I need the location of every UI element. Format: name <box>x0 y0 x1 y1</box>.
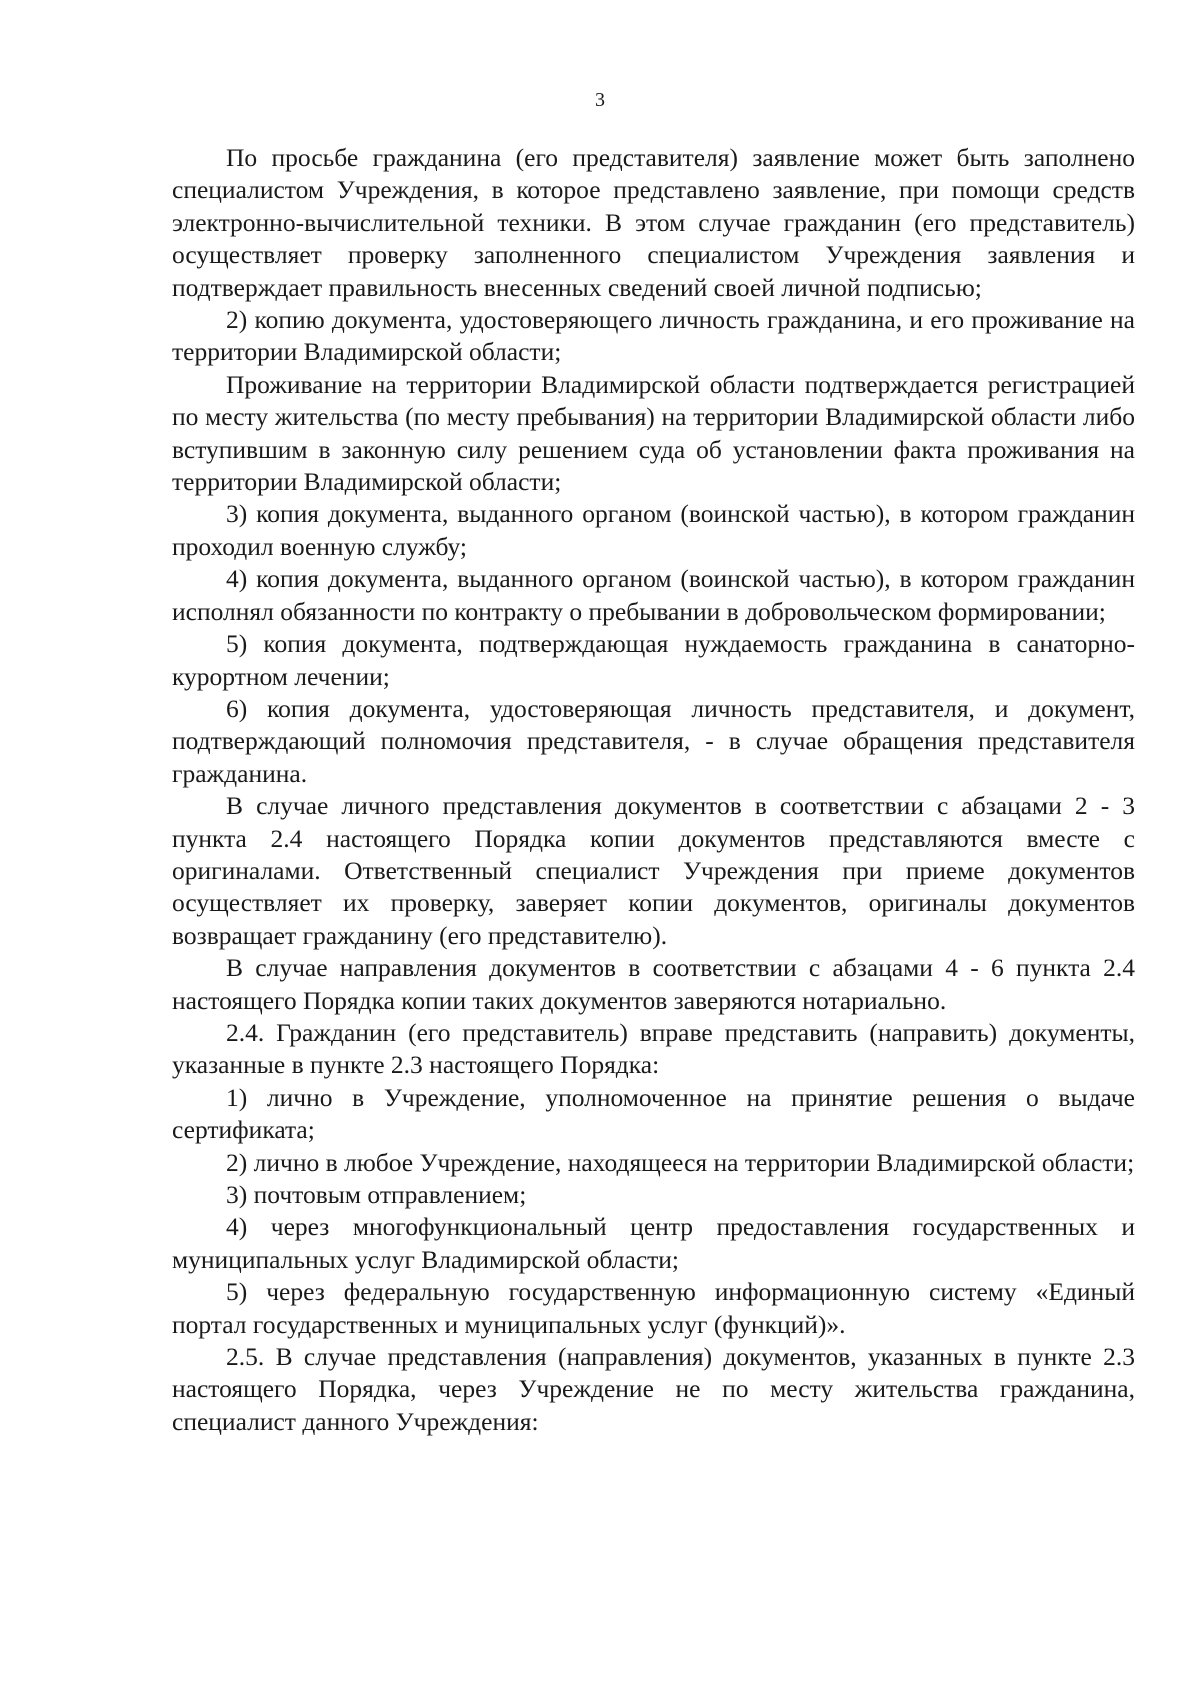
paragraph-item-6-representative: 6) копия документа, удостоверяющая личность представителя, и документ, подтверждающий полномочия представителя, - в случае обращения представителя гражданина. <box>172 693 1135 788</box>
paragraph-2-4-item-4: 4) через многофункциональный центр предоставления государственных и муниципальных услуг Владимирской области; <box>172 1212 1135 1274</box>
paragraph-item-3-military-service: 3) копия документа, выданного органом (воинской частью), в котором гражданин проходил военную службу; <box>172 499 1135 561</box>
page-number: 3 <box>595 89 605 111</box>
paragraph-item-4-volunteer-contract: 4) копия документа, выданного органом (воинской частью), в котором гражданин исполнял обязанности по контракту о пребывании в добровольческом формировании; <box>172 564 1135 626</box>
paragraph-2-4-item-1: 1) лично в Учреждение, уполномоченное на принятие решения о выдаче сертификата; <box>172 1082 1135 1145</box>
paragraph-section-2-5: 2.5. В случае представления (направления) документов, указанных в пункте 2.3 настоящего Порядка, через Учреждение не по месту жительства гражданина, специалист данного Учреждения: <box>172 1342 1135 1436</box>
paragraph-residence-confirmation: Проживание на территории Владимирской области подтверждается регистрацией по месту жительства (по месту пребывания) на территории Владимирской области либо вступившим в законную силу решением суда об установлении факта проживания на территории Владимирской области; <box>172 369 1135 497</box>
paragraph-personal-submission: В случае личного представления документов в соответствии с абзацами 2 - 3 пункта 2.4 настоящего Порядка копии документов представляются вместе с оригиналами. Ответственный специалист Учреждения при приеме документов осуществляет их проверку, заверяет копии документов, оригиналы документов возвращает гражданину (его представителю). <box>172 791 1135 950</box>
paragraph-notarial-certification: В случае направления документов в соответствии с абзацами 4 - 6 пункта 2.4 настоящего Порядка копии таких документов заверяются нотариально. <box>172 953 1135 1015</box>
paragraph-item-2-identity-copy: 2) копию документа, удостоверяющего личность гражданина, и его проживание на территории Владимирской области; <box>172 305 1135 367</box>
paragraph-item-5-sanatorium-need: 5) копия документа, подтверждающая нуждаемость гражданина в санаторно-курортном лечении; <box>172 629 1135 691</box>
paragraph-application-filling: По просьбе гражданина (его представителя) заявление может быть заполнено специалистом Учреждения, в которое представлено заявление, при помощи средств электронно-вычислительной техники. В этом случае гражданин (его представитель) осуществляет проверку заполненного специалистом Учреждения заявления и подтверждает правильность внесенных сведений своей личной подписью; <box>172 143 1135 302</box>
paragraph-2-4-item-3: 3) почтовым отправлением; <box>226 1180 527 1209</box>
paragraph-2-4-item-2: 2) лично в любое Учреждение, находящееся на территории Владимирской области; <box>226 1147 1135 1177</box>
paragraph-section-2-4: 2.4. Гражданин (его представитель) вправе представить (направить) документы, указанные в пункте 2.3 настоящего Порядка: <box>172 1017 1135 1080</box>
paragraph-2-4-item-5: 5) через федеральную государственную информационную систему «Единый портал государственных и муниципальных услуг (функций)». <box>172 1277 1135 1339</box>
document-body <box>172 142 1135 1438</box>
